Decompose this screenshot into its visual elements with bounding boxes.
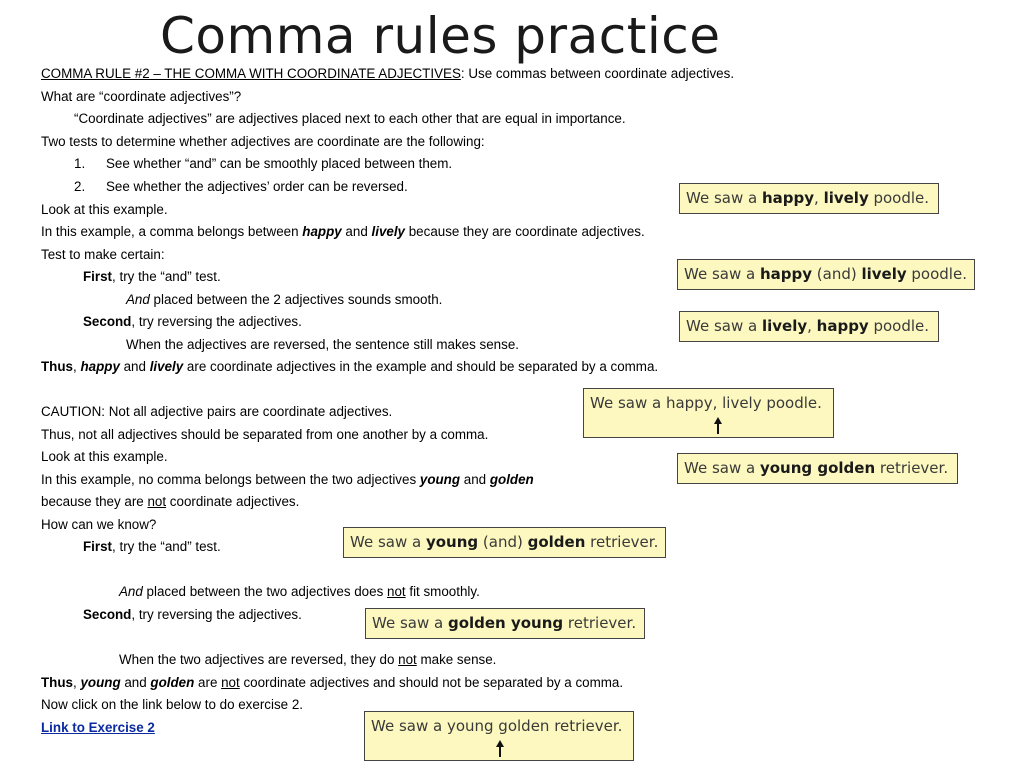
box-adjective: lively bbox=[861, 265, 907, 283]
text-segment: because they are bbox=[41, 494, 148, 509]
text-segment: fit smoothly. bbox=[405, 584, 480, 599]
text-segment: coordinate adjectives and should not be separated by a comma. bbox=[239, 675, 624, 690]
box-text: We saw a happy, lively poodle. bbox=[590, 394, 822, 412]
and-not-smooth bbox=[119, 583, 480, 601]
adjective: golden bbox=[150, 675, 195, 690]
test-text: See whether “and” can be smoothly placed between them. bbox=[106, 156, 453, 171]
box-text: We saw a bbox=[684, 459, 760, 477]
box-text: We saw a bbox=[684, 265, 760, 283]
thus-conclusion-2 bbox=[41, 674, 623, 692]
rule-line bbox=[41, 65, 734, 83]
underlined-word: not bbox=[221, 675, 240, 690]
text-segment: make sense. bbox=[416, 652, 497, 667]
test-item-2 bbox=[74, 178, 408, 196]
text-segment: placed between the two adjectives does bbox=[142, 584, 387, 599]
example-box-young-and-golden bbox=[343, 527, 666, 558]
box-text: retriever. bbox=[585, 533, 659, 551]
box-adjective: happy bbox=[816, 317, 869, 335]
italic-word: And bbox=[126, 292, 150, 307]
adjective: young bbox=[419, 472, 461, 487]
box-adjective: young golden bbox=[759, 459, 876, 477]
how-can-we-know: How can we know? bbox=[41, 517, 157, 532]
second-test-1 bbox=[83, 313, 302, 331]
box-adjective: golden bbox=[527, 533, 586, 551]
box-adjective: young bbox=[425, 533, 479, 551]
example-box-young-golden-arrow bbox=[364, 711, 634, 761]
box-text: retriever. bbox=[875, 459, 949, 477]
page-title: Comma rules practice bbox=[160, 7, 721, 65]
text-segment: and bbox=[460, 472, 490, 487]
box-text: We saw a young golden retriever. bbox=[371, 717, 623, 735]
look-example-2: Look at this example. bbox=[41, 449, 168, 464]
test-text: See whether the adjectives’ order can be reversed. bbox=[106, 179, 408, 194]
look-example-1: Look at this example. bbox=[41, 202, 168, 217]
rule-heading: COMMA RULE #2 – THE COMMA WITH COORDINATE ADJECTIVES bbox=[41, 66, 461, 81]
because-not-coordinate bbox=[41, 493, 299, 511]
test-item-1 bbox=[74, 155, 452, 173]
adjective: happy bbox=[302, 224, 342, 239]
bold-word: Thus bbox=[41, 359, 73, 374]
question-what: What are “coordinate adjectives”? bbox=[41, 89, 242, 104]
example-box-golden-young bbox=[365, 608, 645, 639]
first-test-2 bbox=[83, 538, 221, 556]
text-segment: When the two adjectives are reversed, they do bbox=[119, 652, 399, 667]
box-text: (and) bbox=[478, 533, 528, 551]
box-adjective: happy bbox=[761, 189, 815, 207]
box-text: poodle. bbox=[906, 265, 967, 283]
text-segment: In this example, no comma belongs between the two adjectives bbox=[41, 472, 420, 487]
text-segment: , try the “and” test. bbox=[112, 539, 221, 554]
box-text: poodle. bbox=[868, 317, 930, 335]
step-label: Second bbox=[83, 314, 132, 329]
box-text: , bbox=[814, 189, 824, 207]
exercise-2-link[interactable]: Link to Exercise 2 bbox=[41, 720, 155, 735]
thus-conclusion-1 bbox=[41, 358, 658, 376]
example-box-happy-lively bbox=[679, 183, 939, 214]
box-text: (and) bbox=[812, 265, 862, 283]
example-2-explanation bbox=[41, 471, 534, 489]
italic-word: And bbox=[119, 584, 143, 599]
example-1-explanation bbox=[41, 223, 645, 241]
underlined-word: not bbox=[398, 652, 417, 667]
test-number: 1. bbox=[74, 156, 86, 171]
bold-word: Thus bbox=[41, 675, 73, 690]
text-segment: and bbox=[119, 359, 150, 374]
text-segment: coordinate adjectives. bbox=[166, 494, 300, 509]
adjective: young bbox=[80, 675, 121, 690]
test-to-make-certain: Test to make certain: bbox=[41, 247, 165, 262]
text-segment: In this example, a comma belongs between bbox=[41, 224, 303, 239]
example-box-young-golden bbox=[677, 453, 958, 484]
reversed-no-sense bbox=[119, 651, 496, 669]
first-test-1 bbox=[83, 268, 221, 286]
text-segment: , bbox=[73, 675, 81, 690]
example-box-lively-happy bbox=[679, 311, 939, 342]
underlined-word: not bbox=[387, 584, 406, 599]
step-label: First bbox=[83, 539, 113, 554]
adjective: golden bbox=[489, 472, 534, 487]
example-box-happy-and-lively bbox=[677, 259, 975, 290]
box-adjective: golden young bbox=[447, 614, 564, 632]
adjective: lively bbox=[149, 359, 184, 374]
two-tests-intro: Two tests to determine whether adjectives are coordinate are the following: bbox=[41, 134, 485, 149]
thus-not-all: Thus, not all adjectives should be separated from one another by a comma. bbox=[41, 427, 489, 442]
box-text: We saw a bbox=[686, 189, 762, 207]
box-text: We saw a bbox=[350, 533, 426, 551]
adjective: happy bbox=[80, 359, 120, 374]
definition: “Coordinate adjectives” are adjectives placed next to each other that are equal in importance. bbox=[74, 111, 626, 126]
caution: CAUTION: Not all adjective pairs are coordinate adjectives. bbox=[41, 404, 393, 419]
box-adjective: happy bbox=[759, 265, 813, 283]
box-text: retriever. bbox=[563, 614, 637, 632]
box-adjective: lively bbox=[823, 189, 869, 207]
step-label: Second bbox=[83, 607, 132, 622]
example-box-happy-lively-arrow bbox=[583, 388, 834, 438]
adjective: lively bbox=[371, 224, 406, 239]
box-text: poodle. bbox=[868, 189, 930, 207]
text-segment: and bbox=[120, 675, 151, 690]
and-smooth bbox=[126, 291, 442, 309]
box-text: We saw a bbox=[686, 317, 762, 335]
second-test-2 bbox=[83, 606, 302, 624]
text-segment: placed between the 2 adjectives sounds smooth. bbox=[149, 292, 443, 307]
now-click-instruction: Now click on the link below to do exercise 2. bbox=[41, 697, 303, 712]
text-segment: , try reversing the adjectives. bbox=[131, 607, 302, 622]
reversed-makes-sense: When the adjectives are reversed, the sentence still makes sense. bbox=[126, 337, 519, 352]
text-segment: are coordinate adjectives in the example and should be separated by a comma. bbox=[183, 359, 659, 374]
underlined-word: not bbox=[147, 494, 167, 509]
text-segment: are bbox=[194, 675, 222, 690]
box-adjective: lively bbox=[761, 317, 808, 335]
text-segment: , try reversing the adjectives. bbox=[131, 314, 302, 329]
text-segment: , bbox=[73, 359, 81, 374]
step-label: First bbox=[83, 269, 113, 284]
text-segment: and bbox=[341, 224, 372, 239]
box-text: , bbox=[807, 317, 817, 335]
box-text: We saw a bbox=[372, 614, 448, 632]
text-segment: because they are coordinate adjectives. bbox=[405, 224, 645, 239]
text-segment: , try the “and” test. bbox=[112, 269, 221, 284]
rule-rest: : Use commas between coordinate adjectives. bbox=[460, 66, 735, 81]
test-number: 2. bbox=[74, 179, 86, 194]
